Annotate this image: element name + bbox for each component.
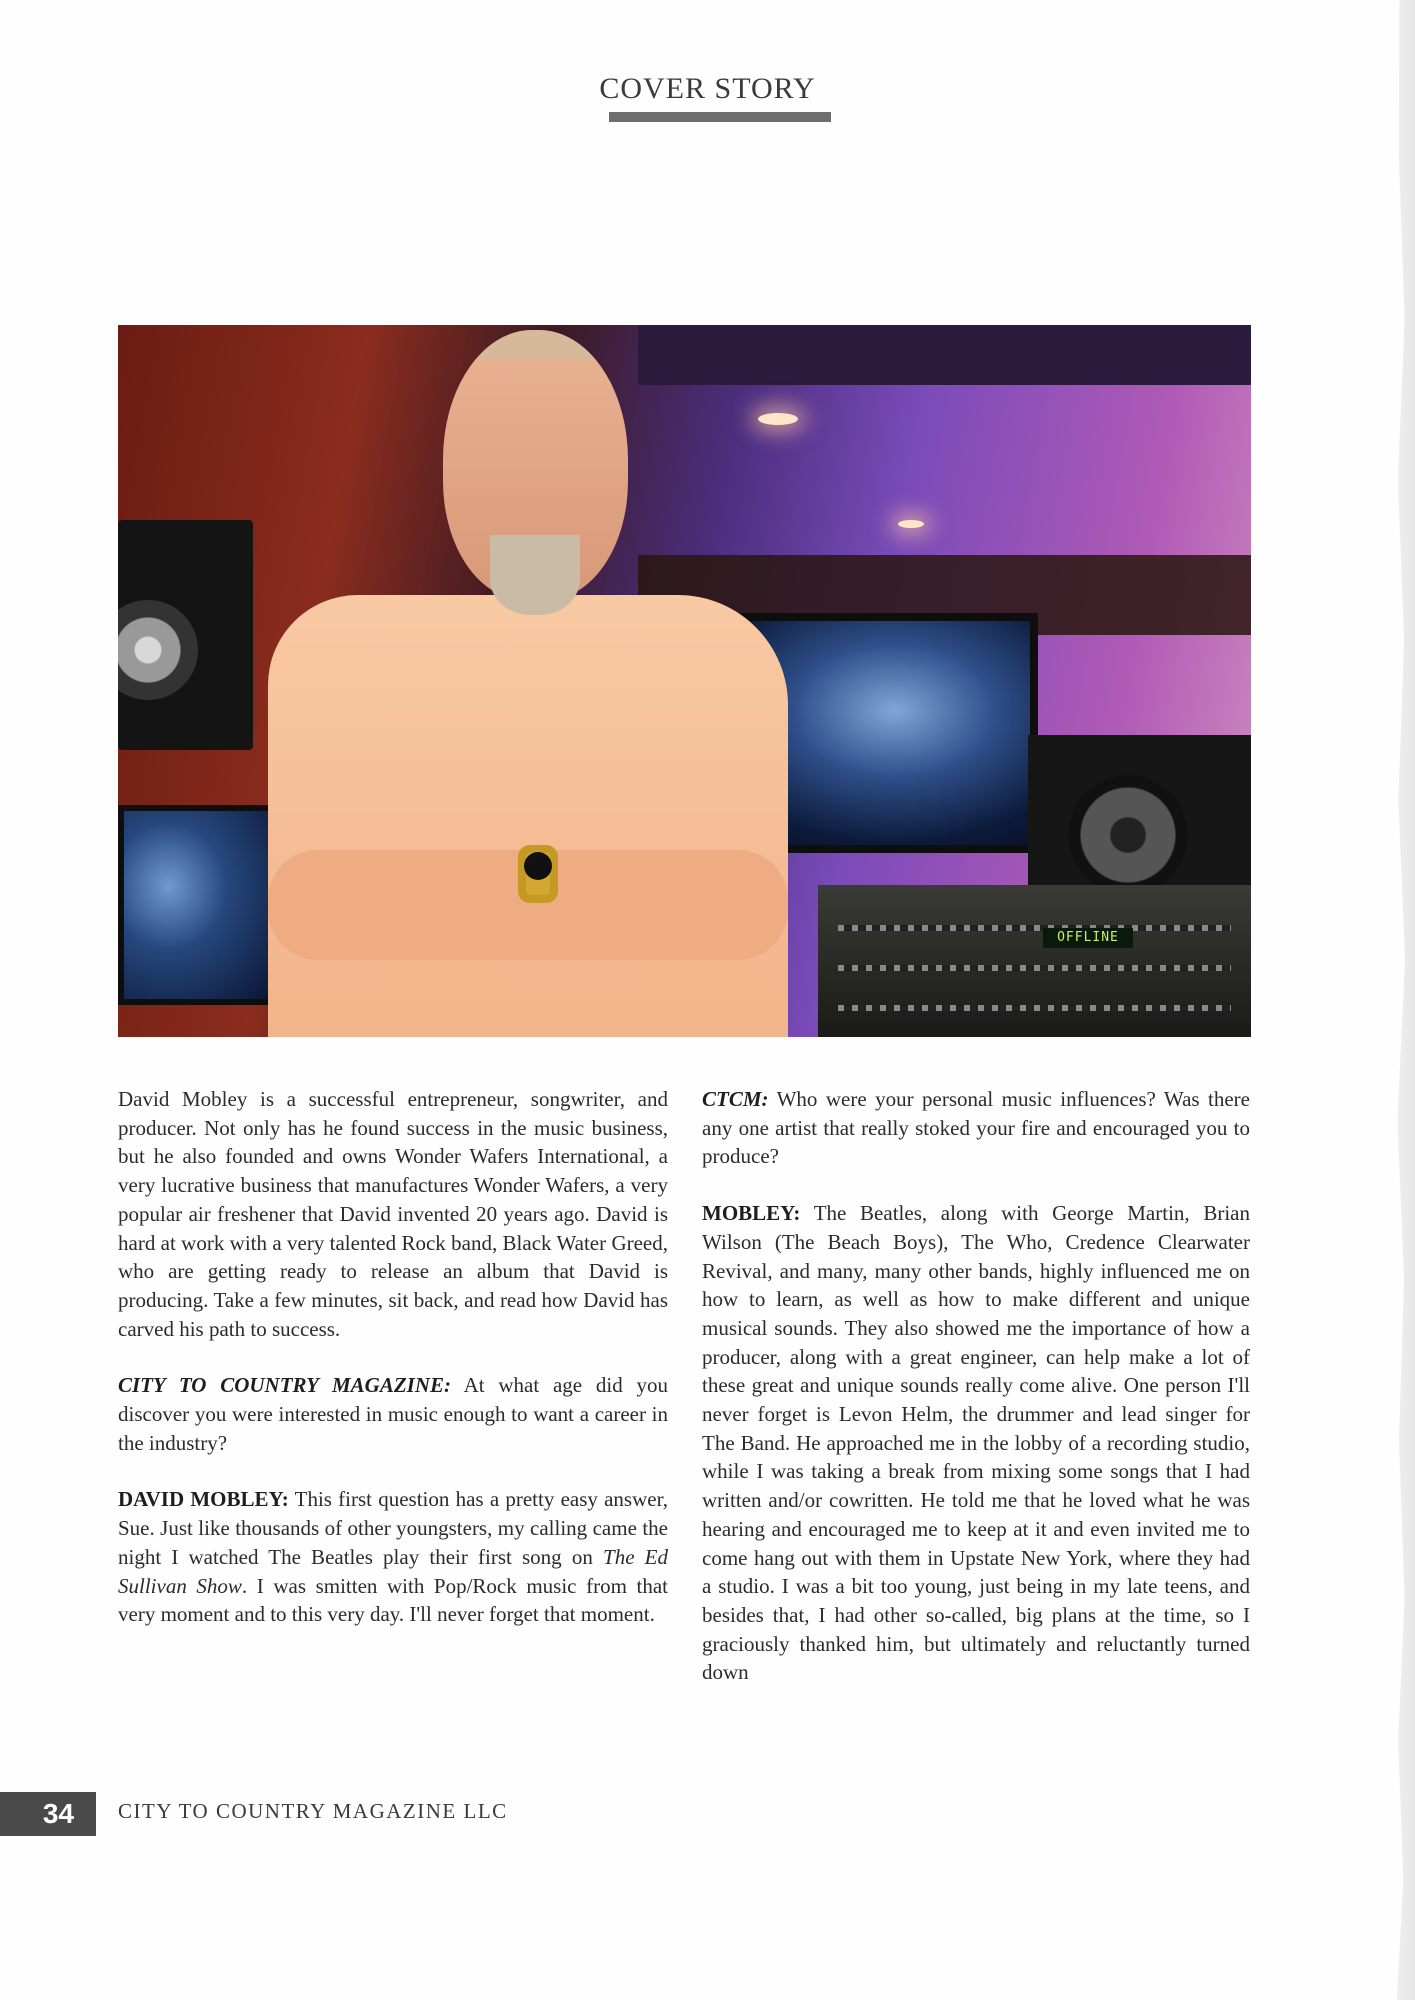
- section-header: [0, 72, 1415, 106]
- console-fader-strip: [838, 1005, 1231, 1011]
- publication-name: CITY TO COUNTRY MAGAZINE LLC: [118, 1799, 508, 1823]
- article-column-right: [702, 1085, 1250, 1715]
- article-intro: David Mobley is a successful entrepreneur, songwriter, and producer. Not only has he found success in the music business, but he also founded and owns Wonder Wafers International, a very lucrative business that manufactures Wonder Wafers, a very popular air freshener that David invented 20 years ago. David is hard at work with a very talented Rock band, Black Water Greed, who are getting ready to release an album that David is producing. Take a few minutes, sit back, and read how David has carved his path to success.: [118, 1087, 668, 1341]
- section-title: COVER STORY: [599, 72, 816, 105]
- answer-paragraph: [118, 1485, 668, 1629]
- interviewer-label: CTCM:: [702, 1087, 769, 1111]
- answer-text: This first question has a pretty easy answer, Sue. Just like thousands of other youngsters, my calling came the night I watched The Beatles play their first song on: [118, 1487, 668, 1569]
- cover-photo: [118, 325, 1251, 1037]
- article-column-left: [118, 1085, 668, 1657]
- subject-shirt: [268, 595, 788, 1037]
- console-fader-strip: [838, 965, 1231, 971]
- interviewer-label: CITY TO COUNTRY MAGAZINE:: [118, 1373, 452, 1398]
- question-paragraph: [118, 1371, 668, 1457]
- speaker-cone: [1068, 775, 1188, 895]
- console-fader-strip: [838, 925, 1231, 931]
- ceiling-light: [898, 520, 924, 528]
- watch-face: [524, 852, 552, 880]
- console-display: OFFLINE: [1043, 928, 1133, 948]
- interviewee-label: MOBLEY:: [702, 1201, 801, 1226]
- show-title: The Ed Sullivan Show: [118, 1544, 669, 1598]
- section-title-underline: [609, 112, 831, 122]
- question-text: At what age did you discover you were interested in music enough to want a career in the industry?: [118, 1373, 669, 1455]
- subject-beard: [490, 535, 580, 615]
- interviewee-label: DAVID MOBLEY:: [118, 1487, 289, 1512]
- question-text: Who were your personal music influences? Was there any one artist that really stoked your fire and encouraged you to produce?: [702, 1087, 1250, 1169]
- portrait-subject: [228, 330, 788, 1037]
- mixing-console: [818, 885, 1251, 1037]
- speaker-cone: [118, 600, 198, 700]
- answer-paragraph: [702, 1199, 1250, 1687]
- page-number: 34: [0, 1792, 96, 1836]
- answer-text: . I was smitten with Pop/Rock music from that very moment and to this very day. I'll never forget that moment.: [118, 1573, 668, 1627]
- question-paragraph: [702, 1085, 1250, 1171]
- answer-text: The Beatles, along with George Martin, Brian Wilson (The Beach Boys), The Who, Credence Clearwater Revival, and many, many other bands, highly influenced me on how to learn, as well as how to make different and unique musical sounds. They also showed me the importance of how a producer, along with a great engineer, can help make a lot of these great and unique sounds really come alive. One person I'll never forget is Levon Helm, the drummer and lead singer for The Band. He approached me in the lobby of a recording studio, while I was taking a break from mixing some songs that I had written and/or cowritten. He told me that he loved what he was hearing and encouraged me to keep at it and even invited me to come hang out with them in Upstate New York, where they had a studio. I was a bit too young, just being in my late teens, and besides that, I had other so-called, big plans at the time, so I graciously thanked him, but ultimately and reluctantly turned down: [702, 1201, 1250, 1685]
- torn-page-edge: [1389, 0, 1415, 2000]
